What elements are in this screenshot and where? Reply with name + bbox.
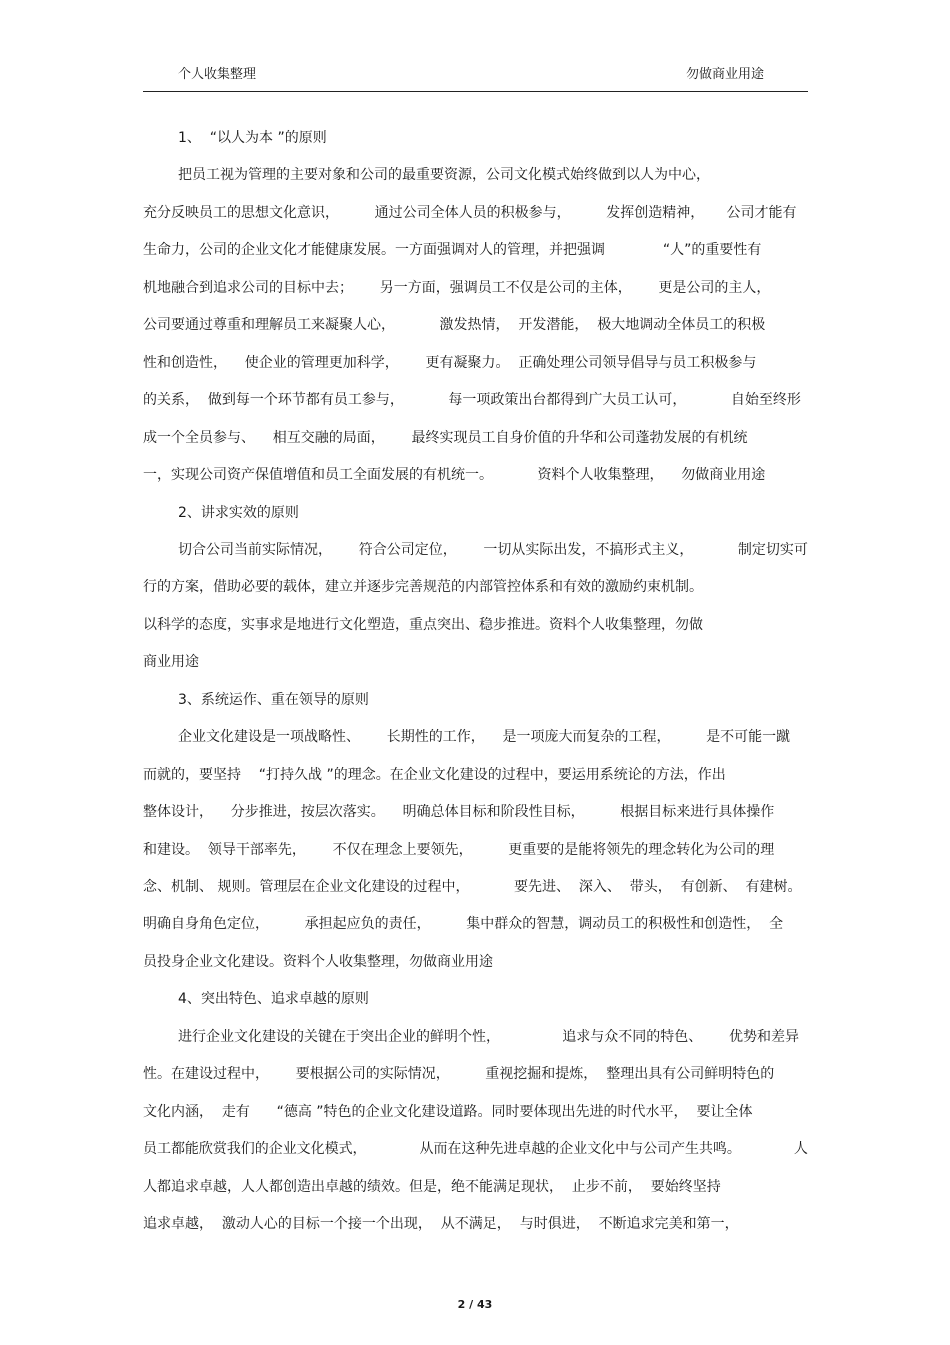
text-line: 把员工视为管理的主要对象和公司的最重要资源，公司文化模式始终做到以人为中心， bbox=[178, 167, 710, 183]
text-line: 进行企业文化建设的关键在于突出企业的鲜明个性， 追求与众不同的特色、 优势和差异 bbox=[178, 1029, 800, 1045]
text-line: 一，实现公司资产保值增值和员工全面发展的有机统一。 资料个人收集整理， 勿做商业用途 bbox=[143, 467, 766, 483]
text-line: 整体设计， 分步推进，按层次落实。 明确总体目标和阶段性目标， 根据目标来进行具体操作 bbox=[143, 804, 775, 820]
header-right-text: 勿做商业用途 bbox=[686, 67, 765, 82]
text-line: 念、机制、 规则。管理层在企业文化建设的过程中， 要先进、 深入、 带头， 有创新、 有建树。 bbox=[143, 879, 802, 895]
text-line: 机地融合到追求公司的目标中去； 另一方面，强调员工不仅是公司的主体， 更是公司的主人， bbox=[143, 280, 771, 296]
text-line: 行的方案，借助必要的载体，建立并逐步完善规范的内部管控体系和有效的激励约束机制。 bbox=[143, 579, 703, 595]
text-line: 2、讲求实效的原则 bbox=[178, 505, 299, 521]
text-line: 成一个全员参与、 相互交融的局面， 最终实现员工自身价值的升华和公司蓬勃发展的有机统 bbox=[143, 430, 748, 446]
text-line: 4、突出特色、追求卓越的原则 bbox=[178, 991, 369, 1007]
page-indicator: 2 / 43 bbox=[457, 1298, 493, 1311]
text-line: 公司要通过尊重和理解员工来凝聚人心， 激发热情， 开发潜能， 极大地调动全体员工的积极 bbox=[143, 317, 766, 333]
text-line: 文化内涵， 走有 “德高 ”特色的企业文化建设道路。同时要体现出先进的时代水平， 要让全体 bbox=[143, 1104, 753, 1120]
text-line: 充分反映员工的思想文化意识， 通过公司全体人员的积极参与， 发挥创造精神， 公司才能有 bbox=[143, 205, 797, 221]
text-line: 而就的，要坚持 “打持久战 ”的理念。在企业文化建设的过程中，要运用系统论的方法，作出 bbox=[143, 767, 726, 783]
text-line: 商业用途 bbox=[143, 654, 199, 670]
text-line: 企业文化建设是一项战略性、 长期性的工作， 是一项庞大而复杂的工程， 是不可能一蹴 bbox=[178, 729, 791, 745]
header-left-text: 个人收集整理 bbox=[178, 67, 257, 82]
header-divider bbox=[143, 91, 808, 92]
text-line: 的关系， 做到每一个环节都有员工参与， 每一项政策出台都得到广大员工认可， 自始至终形 bbox=[143, 392, 801, 408]
text-line: 1、 “以人为本 ”的原则 bbox=[178, 130, 327, 146]
text-line: 人都追求卓越，人人都创造出卓越的绩效。但是，绝不能满足现状， 止步不前， 要始终坚持 bbox=[143, 1179, 721, 1195]
text-line: 和建设。 领导干部率先， 不仅在理念上要领先， 更重要的是能将领先的理念转化为公司的理 bbox=[143, 842, 775, 858]
text-line: 性。在建设过程中， 要根据公司的实际情况， 重视挖掘和提炼， 整理出具有公司鲜明特色的 bbox=[143, 1066, 775, 1082]
text-line: 切合公司当前实际情况， 符合公司定位， 一切从实际出发，不搞形式主义， 制定切实可 bbox=[178, 542, 808, 558]
text-line: 追求卓越， 激动人心的目标一个接一个出现， 从不满足， 与时俱进， 不断追求完美和第一， bbox=[143, 1216, 739, 1232]
text-line: 3、系统运作、重在领导的原则 bbox=[178, 692, 369, 708]
text-line: 员工都能欣赏我们的企业文化模式， 从而在这种先进卓越的企业文化中与公司产生共鸣。 人 bbox=[143, 1141, 808, 1157]
text-line: 员投身企业文化建设。资料个人收集整理，勿做商业用途 bbox=[143, 954, 493, 970]
text-line: 以科学的态度，实事求是地进行文化塑造，重点突出、稳步推进。资料个人收集整理，勿做 bbox=[143, 617, 703, 633]
text-line: 生命力，公司的企业文化才能健康发展。一方面强调对人的管理，并把强调 “人”的重要性有 bbox=[143, 242, 762, 258]
text-line: 明确自身角色定位， 承担起应负的责任， 集中群众的智慧，调动员工的积极性和创造性， 全 bbox=[143, 916, 784, 932]
text-line: 性和创造性， 使企业的管理更加科学， 更有凝聚力。 正确处理公司领导倡导与员工积极参与 bbox=[143, 355, 757, 371]
